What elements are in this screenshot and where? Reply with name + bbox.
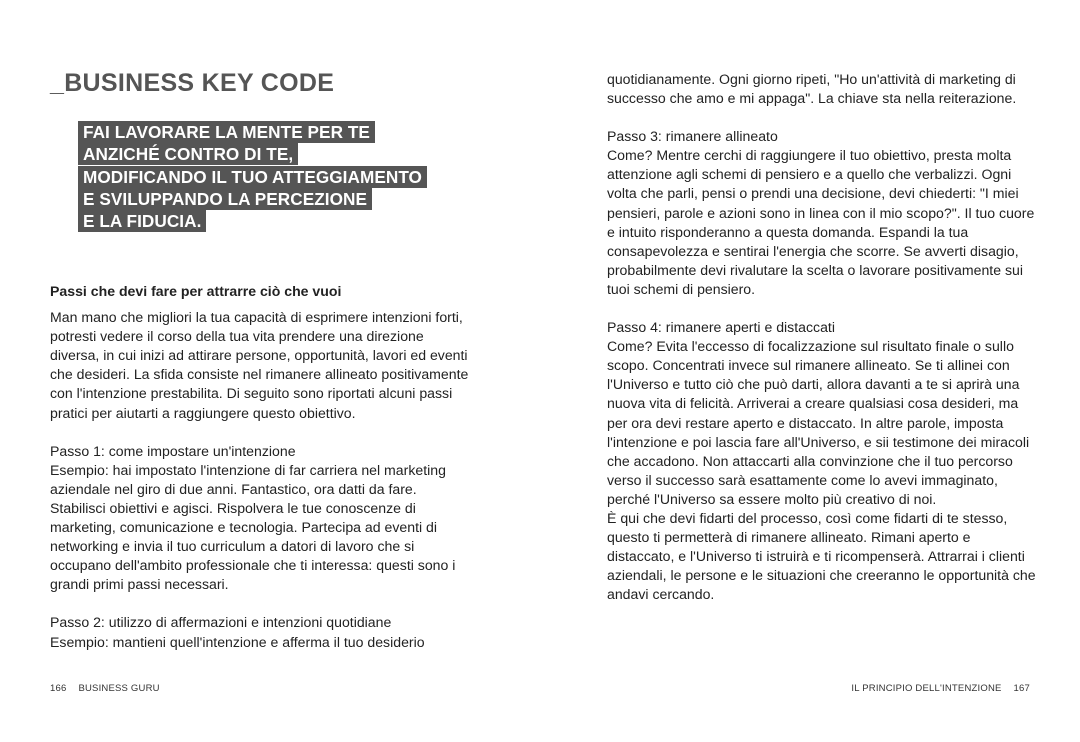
highlighted-quote bbox=[78, 121, 458, 232]
step3-paragraph: Come? Mentre cerchi di raggiungere il tuo obiettivo, presta molta attenzione agli schemi di pensiero e a quello che verbalizzi. Ogni volta che parli, pensi o prendi una decisione, devi chiederti: "I miei pensieri, parole e azioni sono in linea con il mio scopo?". Il tuo cuore e intuito risponderanno a questa domanda. Espandi la tua consapevolezza e sentirai l'energia che scorre. Se avverti disagio, probabilmente devi rivalutare la scelta o lavorare positivamente sui tuoi schemi di pensiero. bbox=[607, 147, 1035, 297]
right-text-column bbox=[607, 70, 1037, 604]
quote-line bbox=[78, 188, 458, 210]
right-page bbox=[540, 0, 1080, 742]
quote-line bbox=[78, 210, 458, 232]
quote-line bbox=[78, 143, 458, 165]
left-footer bbox=[50, 683, 160, 694]
step4-paragraph: Come? Evita l'eccesso di focalizzazione sul risultato finale o sullo scopo. Concentrati invece sul rimanere allineato. Se ti allinei con l'Universo e tutto ciò che può darti, allora davanti a te si aprirà una nuova vita di felicità. Arriverai a creare qualsiasi cosa desideri, ma per ora devi restare aperto e distaccato. In altre parole, imposta l'intenzione e poi lascia fare all'Universo, e sii testimone dei miracoli che accadono. Non attaccarti alla convinzione che il tuo percorso verso il successo sarà esattamente come lo avevi immaginato, perché l'Universo sa essere molto più creativo di noi. bbox=[607, 338, 1030, 507]
right-footer bbox=[851, 683, 1030, 694]
quote-line-text: ANZICHÉ CONTRO DI TE, bbox=[78, 143, 298, 165]
quote-line bbox=[78, 121, 458, 143]
quote-line bbox=[78, 166, 458, 188]
quote-line-text: E SVILUPPANDO LA PERCEZIONE bbox=[78, 188, 372, 210]
step1-paragraph: Esempio: hai impostato l'intenzione di far carriera nel marketing aziendale nel giro di due anni. Fantastico, ora datti da fare. Stabilisci obiettivi e agisci. Rispolvera le tue conoscenze di marketing, comunicazione e tecnologia. Partecipa ad eventi di networking e invia il tuo curriculum a datori di lavoro che si occupano dell'ambito professionale che ti interessa: questi sono i grandi primi passi necessari. bbox=[50, 461, 456, 593]
step2-paragraph: Esempio: mantieni quell'intenzione e afferma il tuo desiderio bbox=[50, 633, 425, 650]
page-number: 166 bbox=[50, 683, 67, 694]
intro-paragraph: Man mano che migliori la tua capacità di esprimere intenzioni forti, potresti vedere il corso della tua vita prendere una direzione diversa, in cui inizi ad attirare persone, opportunità, lavori ed eventi che desideri. La sfida consiste nel rimanere allineato positivamente con l'intenzione prestabilita. Di seguito sono riportati alcuni passi pratici per aiutarti a raggiungere questo obiettivo. bbox=[50, 309, 469, 421]
step2-continued-paragraph: quotidianamente. Ogni giorno ripeti, "Ho un'attività di marketing di successo che amo e mi appaga". La chiave sta nella reiterazione. bbox=[607, 71, 1017, 107]
left-text-column bbox=[50, 282, 470, 652]
page-number: 167 bbox=[1013, 683, 1030, 694]
step2-heading: Passo 2: utilizzo di affermazioni e intenzioni quotidiane bbox=[50, 614, 392, 631]
step4-heading: Passo 4: rimanere aperti e distaccati bbox=[607, 319, 835, 336]
section-title: _BUSINESS KEY CODE bbox=[50, 69, 335, 97]
step3-heading: Passo 3: rimanere allineato bbox=[607, 128, 778, 145]
running-title: IL PRINCIPIO DELL'INTENZIONE bbox=[851, 683, 1002, 694]
running-title: BUSINESS GURU bbox=[78, 683, 160, 694]
quote-line-text: FAI LAVORARE LA MENTE PER TE bbox=[78, 121, 375, 143]
step4-paragraph-2: È qui che devi fidarti del processo, così come fidarti di te stesso, questo ti permetterà di rimanere allineato. Rimani aperto e distaccato, e l'Universo ti istruirà e ti ricompenserà. Attrarrai i clienti aziendali, le persone e le situazioni che creeranno le opportunità che andavi cercando. bbox=[607, 509, 1036, 603]
intro-heading: Passi che devi fare per attrarre ciò che vuoi bbox=[50, 283, 342, 299]
step1-heading: Passo 1: come impostare un'intenzione bbox=[50, 442, 296, 459]
quote-line-text: E LA FIDUCIA. bbox=[78, 210, 206, 232]
quote-line-text: MODIFICANDO IL TUO ATTEGGIAMENTO bbox=[78, 166, 427, 188]
